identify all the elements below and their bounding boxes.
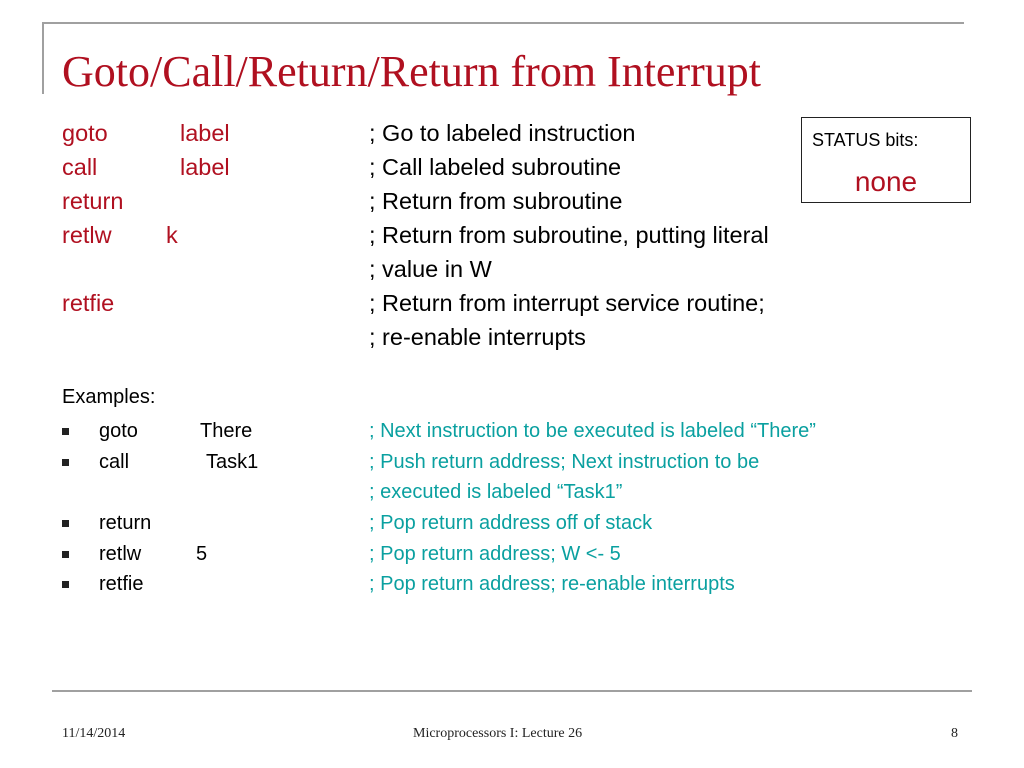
instr-opcode: retlw xyxy=(62,222,112,248)
footer-lecture-title: Microprocessors I: Lecture 26 xyxy=(413,726,583,741)
instr-opcode: call xyxy=(62,154,98,180)
example-opcode: retlw xyxy=(99,543,142,565)
instr-operand: label xyxy=(180,154,230,180)
status-bits-label: STATUS bits: xyxy=(812,130,919,150)
example-comment: ; Pop return address; re-enable interrupts xyxy=(369,573,735,595)
instr-opcode: retfie xyxy=(62,290,115,316)
slide-frame-top xyxy=(42,22,964,24)
bullet-icon xyxy=(62,551,69,558)
example-operand: There xyxy=(200,420,253,442)
example-comment: ; Pop return address off of stack xyxy=(369,512,653,534)
footer-divider xyxy=(52,690,972,692)
instr-comment: ; Return from subroutine xyxy=(369,188,623,214)
status-bits-box xyxy=(801,117,971,203)
instr-comment: ; value in W xyxy=(369,256,492,282)
example-opcode: call xyxy=(99,451,130,473)
instr-comment: ; Return from interrupt service routine; xyxy=(369,290,765,316)
example-opcode: retfie xyxy=(99,573,144,595)
example-operand: Task1 xyxy=(206,451,259,473)
instr-operand: label xyxy=(180,120,230,146)
instr-comment: ; Go to labeled instruction xyxy=(369,120,636,146)
examples-heading: Examples: xyxy=(62,386,156,408)
example-comment: ; Pop return address; W <- 5 xyxy=(369,543,621,565)
instr-operand: k xyxy=(166,222,178,248)
footer-page-number: 8 xyxy=(951,726,958,741)
instr-opcode: goto xyxy=(62,120,108,146)
example-opcode: return xyxy=(99,512,152,534)
bullet-icon xyxy=(62,520,69,527)
example-opcode: goto xyxy=(99,420,138,442)
example-operand: 5 xyxy=(196,543,208,565)
slide-title: Goto/Call/Return/Return from Interrupt xyxy=(62,47,761,96)
bullet-icon xyxy=(62,459,69,466)
example-comment: ; Next instruction to be executed is labeled “There” xyxy=(369,420,816,442)
instr-opcode: return xyxy=(62,188,124,214)
bullet-icon xyxy=(62,581,69,588)
instr-comment: ; re-enable interrupts xyxy=(369,324,586,350)
slide-frame-left xyxy=(42,22,44,94)
instr-comment: ; Call labeled subroutine xyxy=(369,154,622,180)
bullet-icon xyxy=(62,428,69,435)
instr-comment: ; Return from subroutine, putting literal xyxy=(369,222,769,248)
example-comment: ; executed is labeled “Task1” xyxy=(369,481,623,503)
example-comment: ; Push return address; Next instruction to be xyxy=(369,451,760,473)
status-bits-value: none xyxy=(854,166,918,197)
footer-date: 11/14/2014 xyxy=(62,726,126,741)
